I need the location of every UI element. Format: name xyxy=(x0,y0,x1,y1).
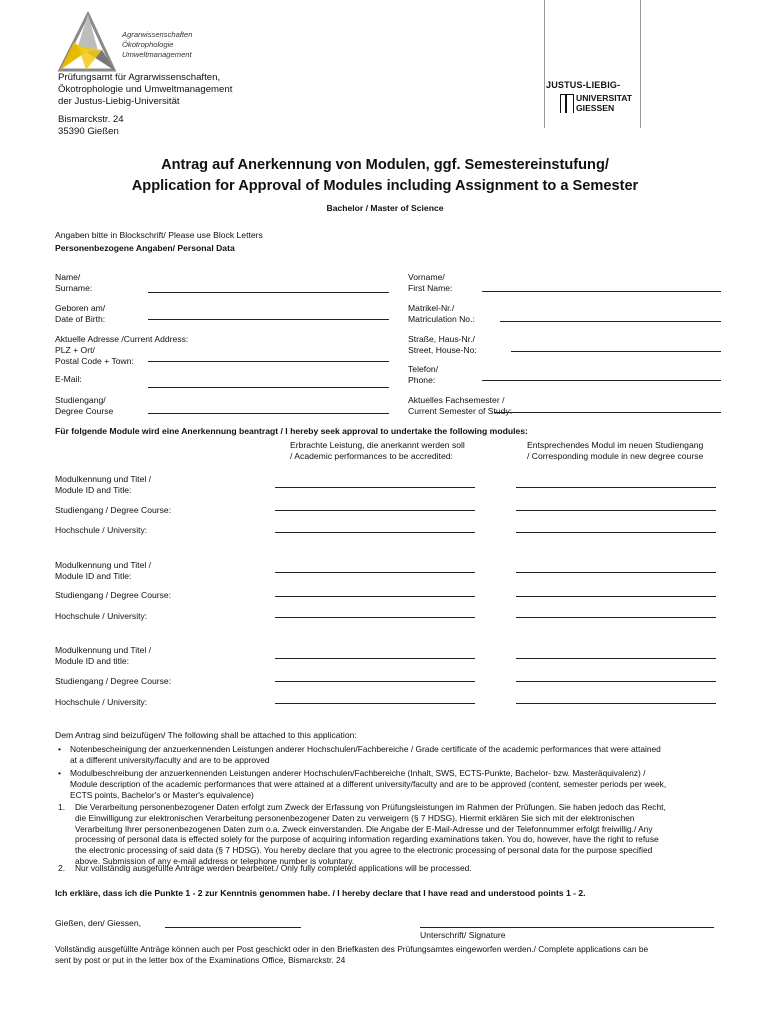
street-label: Straße, Haus-Nr./ Street, House-No: xyxy=(408,334,477,355)
address-label: Aktuelle Adresse /Current Address: PLZ + Ort/ Postal Code + Town: xyxy=(55,334,189,366)
sender-address xyxy=(58,72,232,138)
point-2-text: Nur vollständig ausgefüllte Anträge werden bearbeitet./ Only fully completed applications will be processed. xyxy=(75,863,472,873)
matriculation-field[interactable] xyxy=(500,321,721,322)
attachment-item-1: Notenbescheinigung der anzuerkennenden Leistungen anderer Hochschulen/Fachbereiche / Grade certificate of the academic performances that were attained at a different university/faculty and are to be approved xyxy=(70,744,661,765)
module-2-university-label: Hochschule / University: xyxy=(55,611,148,621)
block-letters-note: Angaben bitte in Blockschrift/ Please use Block Letters xyxy=(55,230,263,240)
university-logo xyxy=(546,80,640,115)
module-3-course-field[interactable] xyxy=(275,681,475,682)
degree-course-label: Studiengang/ Degree Course xyxy=(55,395,114,416)
module-1-id-label: Modulkennung und Titel / Module ID and Title: xyxy=(55,474,152,495)
logo-line-2: Ökotrophologie xyxy=(122,40,174,49)
signature-field[interactable] xyxy=(420,927,714,928)
accredited-column-header: Erbrachte Leistung, die anerkannt werden soll / Academic performances to be accredited: xyxy=(290,440,465,461)
semester-field[interactable] xyxy=(494,412,721,413)
semester-label: Aktuelles Fachsemester / Current Semester of Study: xyxy=(408,395,513,416)
phone-field[interactable] xyxy=(482,380,721,381)
address-line-2: Ökotrophologie und Umweltmanagement xyxy=(58,84,233,95)
degree-course-field[interactable] xyxy=(148,413,389,414)
module-2-course-label: Studiengang / Degree Course: xyxy=(55,590,172,600)
page-title xyxy=(0,155,770,197)
module-3-university-label: Hochschule / University: xyxy=(55,697,148,707)
module-1-new-id-field[interactable] xyxy=(516,487,716,488)
attachment-bullet-1: • xyxy=(58,744,62,754)
point-1-number: 1. xyxy=(58,802,66,812)
module-2-id-label: Modulkennung und Titel / Module ID and Title: xyxy=(55,560,152,581)
module-1-university-field[interactable] xyxy=(275,532,475,533)
surname-label: Name/ Surname: xyxy=(55,272,93,293)
logo-separator-right xyxy=(640,0,641,128)
matriculation-label: Matrikel-Nr./ Matriculation No.: xyxy=(408,303,475,324)
birth-date-field[interactable] xyxy=(148,319,389,320)
attachments-intro: Dem Antrag sind beizufügen/ The following shall be attached to this application: xyxy=(55,730,357,740)
address-city: 35390 Gießen xyxy=(58,126,119,137)
surname-field[interactable] xyxy=(148,292,389,293)
first-name-label: Vorname/ First Name: xyxy=(408,272,453,293)
module-1-course-label: Studiengang / Degree Course: xyxy=(55,505,172,515)
logo-separator xyxy=(544,0,545,128)
title-line-1: Antrag auf Anerkennung von Modulen, ggf. Semestereinstufung/ xyxy=(161,157,609,173)
signature-label: Unterschrift/ Signature xyxy=(420,930,506,940)
footer-note: Vollständig ausgefüllte Anträge können auch per Post geschickt oder in den Briefkasten des Prüfungsamtes eingeworfen werden./ Complete applications can be sent by post or put in the letter box of the Examinations Office, Bismarckstr. 24 xyxy=(55,944,649,965)
triangle-logo-icon xyxy=(56,12,116,74)
email-label: E-Mail: xyxy=(55,374,82,384)
module-1-new-university-field[interactable] xyxy=(516,532,716,533)
email-field[interactable] xyxy=(148,387,389,388)
module-1-university-label: Hochschule / University: xyxy=(55,525,148,535)
faculty-logo xyxy=(56,12,216,74)
degree-label: Bachelor / Master of Science xyxy=(326,203,444,213)
module-1-id-field[interactable] xyxy=(275,487,475,488)
module-3-new-id-field[interactable] xyxy=(516,658,716,659)
module-3-new-university-field[interactable] xyxy=(516,703,716,704)
place-date-field[interactable] xyxy=(165,927,301,928)
module-3-course-label: Studiengang / Degree Course: xyxy=(55,676,172,686)
module-3-university-field[interactable] xyxy=(275,703,475,704)
module-2-course-field[interactable] xyxy=(275,596,475,597)
address-street: Bismarckstr. 24 xyxy=(58,114,124,125)
module-1-course-field[interactable] xyxy=(275,510,475,511)
birth-date-label: Geboren am/ Date of Birth: xyxy=(55,303,106,324)
logo-line-3: Umweltmanagement xyxy=(122,50,192,59)
module-3-id-field[interactable] xyxy=(275,658,475,659)
address-line-3: der Justus-Liebig-Universität xyxy=(58,96,180,107)
personal-data-heading: Personenbezogene Angaben/ Personal Data xyxy=(55,243,235,253)
module-2-id-field[interactable] xyxy=(275,572,475,573)
logo-line-1: Agrarwissenschaften xyxy=(122,30,193,39)
corresponding-column-header: Entsprechendes Modul im neuen Studiengang / Corresponding module in new degree course xyxy=(527,440,704,461)
first-name-field[interactable] xyxy=(482,291,721,292)
module-3-new-course-field[interactable] xyxy=(516,681,716,682)
point-2-number: 2. xyxy=(58,863,66,873)
module-2-new-university-field[interactable] xyxy=(516,617,716,618)
street-field[interactable] xyxy=(511,351,721,352)
module-2-new-id-field[interactable] xyxy=(516,572,716,573)
attachment-bullet-2: • xyxy=(58,768,62,778)
module-2-university-field[interactable] xyxy=(275,617,475,618)
address-field[interactable] xyxy=(148,361,389,362)
modules-heading: Für folgende Module wird eine Anerkennung beantragt / I hereby seek approval to undertake the following modules: xyxy=(55,426,528,436)
university-logo-line-2: UNIVERSITAT xyxy=(576,92,633,103)
address-line-1: Prüfungsamt für Agrarwissenschaften, xyxy=(58,72,221,83)
title-line-2: Application for Approval of Modules including Assignment to a Semester xyxy=(131,178,639,194)
attachment-item-2: Modulbeschreibung der anzuerkennenden Leistungen anderer Hochschulen/Fachbereiche (Inhalt, SWS, ECTS-Punkte, Bachelor- bzw. Masteräquivalenz) / Module description of the academic performances that were attained at a different university/faculty and are to be approved (content, semester periods per week, ECTS points, Bachelor's or Master's equivalence) xyxy=(70,768,667,800)
university-emblem-icon xyxy=(560,94,574,113)
module-3-id-label: Modulkennung und Titel / Module ID and title: xyxy=(55,645,152,666)
declaration-text: Ich erkläre, dass ich die Punkte 1 - 2 zur Kenntnis genommen habe. / I hereby declare that I have read and understood points 1 - 2. xyxy=(55,888,586,898)
place-date-label: Gießen, den/ Giessen, xyxy=(55,918,141,928)
module-1-new-course-field[interactable] xyxy=(516,510,716,511)
phone-label: Telefon/ Phone: xyxy=(408,364,439,385)
university-logo-line-3: GIESSEN xyxy=(576,102,615,113)
module-2-new-course-field[interactable] xyxy=(516,596,716,597)
university-logo-line-1: JUSTUS-LIEBIG- xyxy=(546,80,621,90)
point-1-text: Die Verarbeitung personenbezogener Daten erfolgt zum Zweck der Erfassung von Prüfungsleistungen im Rahmen der Prüfungen. Sie haben jedoch das Recht, die Einwilligung zur elektronischen Verarbeitung personenbezogener Daten zu verweigern (§ 7 HDSG). Hiermit erklären Sie sich mit der elektronischen Verarbeitung Ihrer personenbezogenen Daten zum o.a. Zweck einverstanden. Die Angabe der E-Mail-Adresse und der Telefonnummer erfolgt freiwillig./ Any processing of personal data is effected solely for the purpose of acquiring information regarding examinations taken. You do, however, have the right to refuse the electronic processing of said data (§ 7 HDSG). You hereby declare that you agree to the electronic processing of personal data for the purpose specified above. Submission of any e-mail address or telephone number is voluntary. xyxy=(75,802,666,866)
